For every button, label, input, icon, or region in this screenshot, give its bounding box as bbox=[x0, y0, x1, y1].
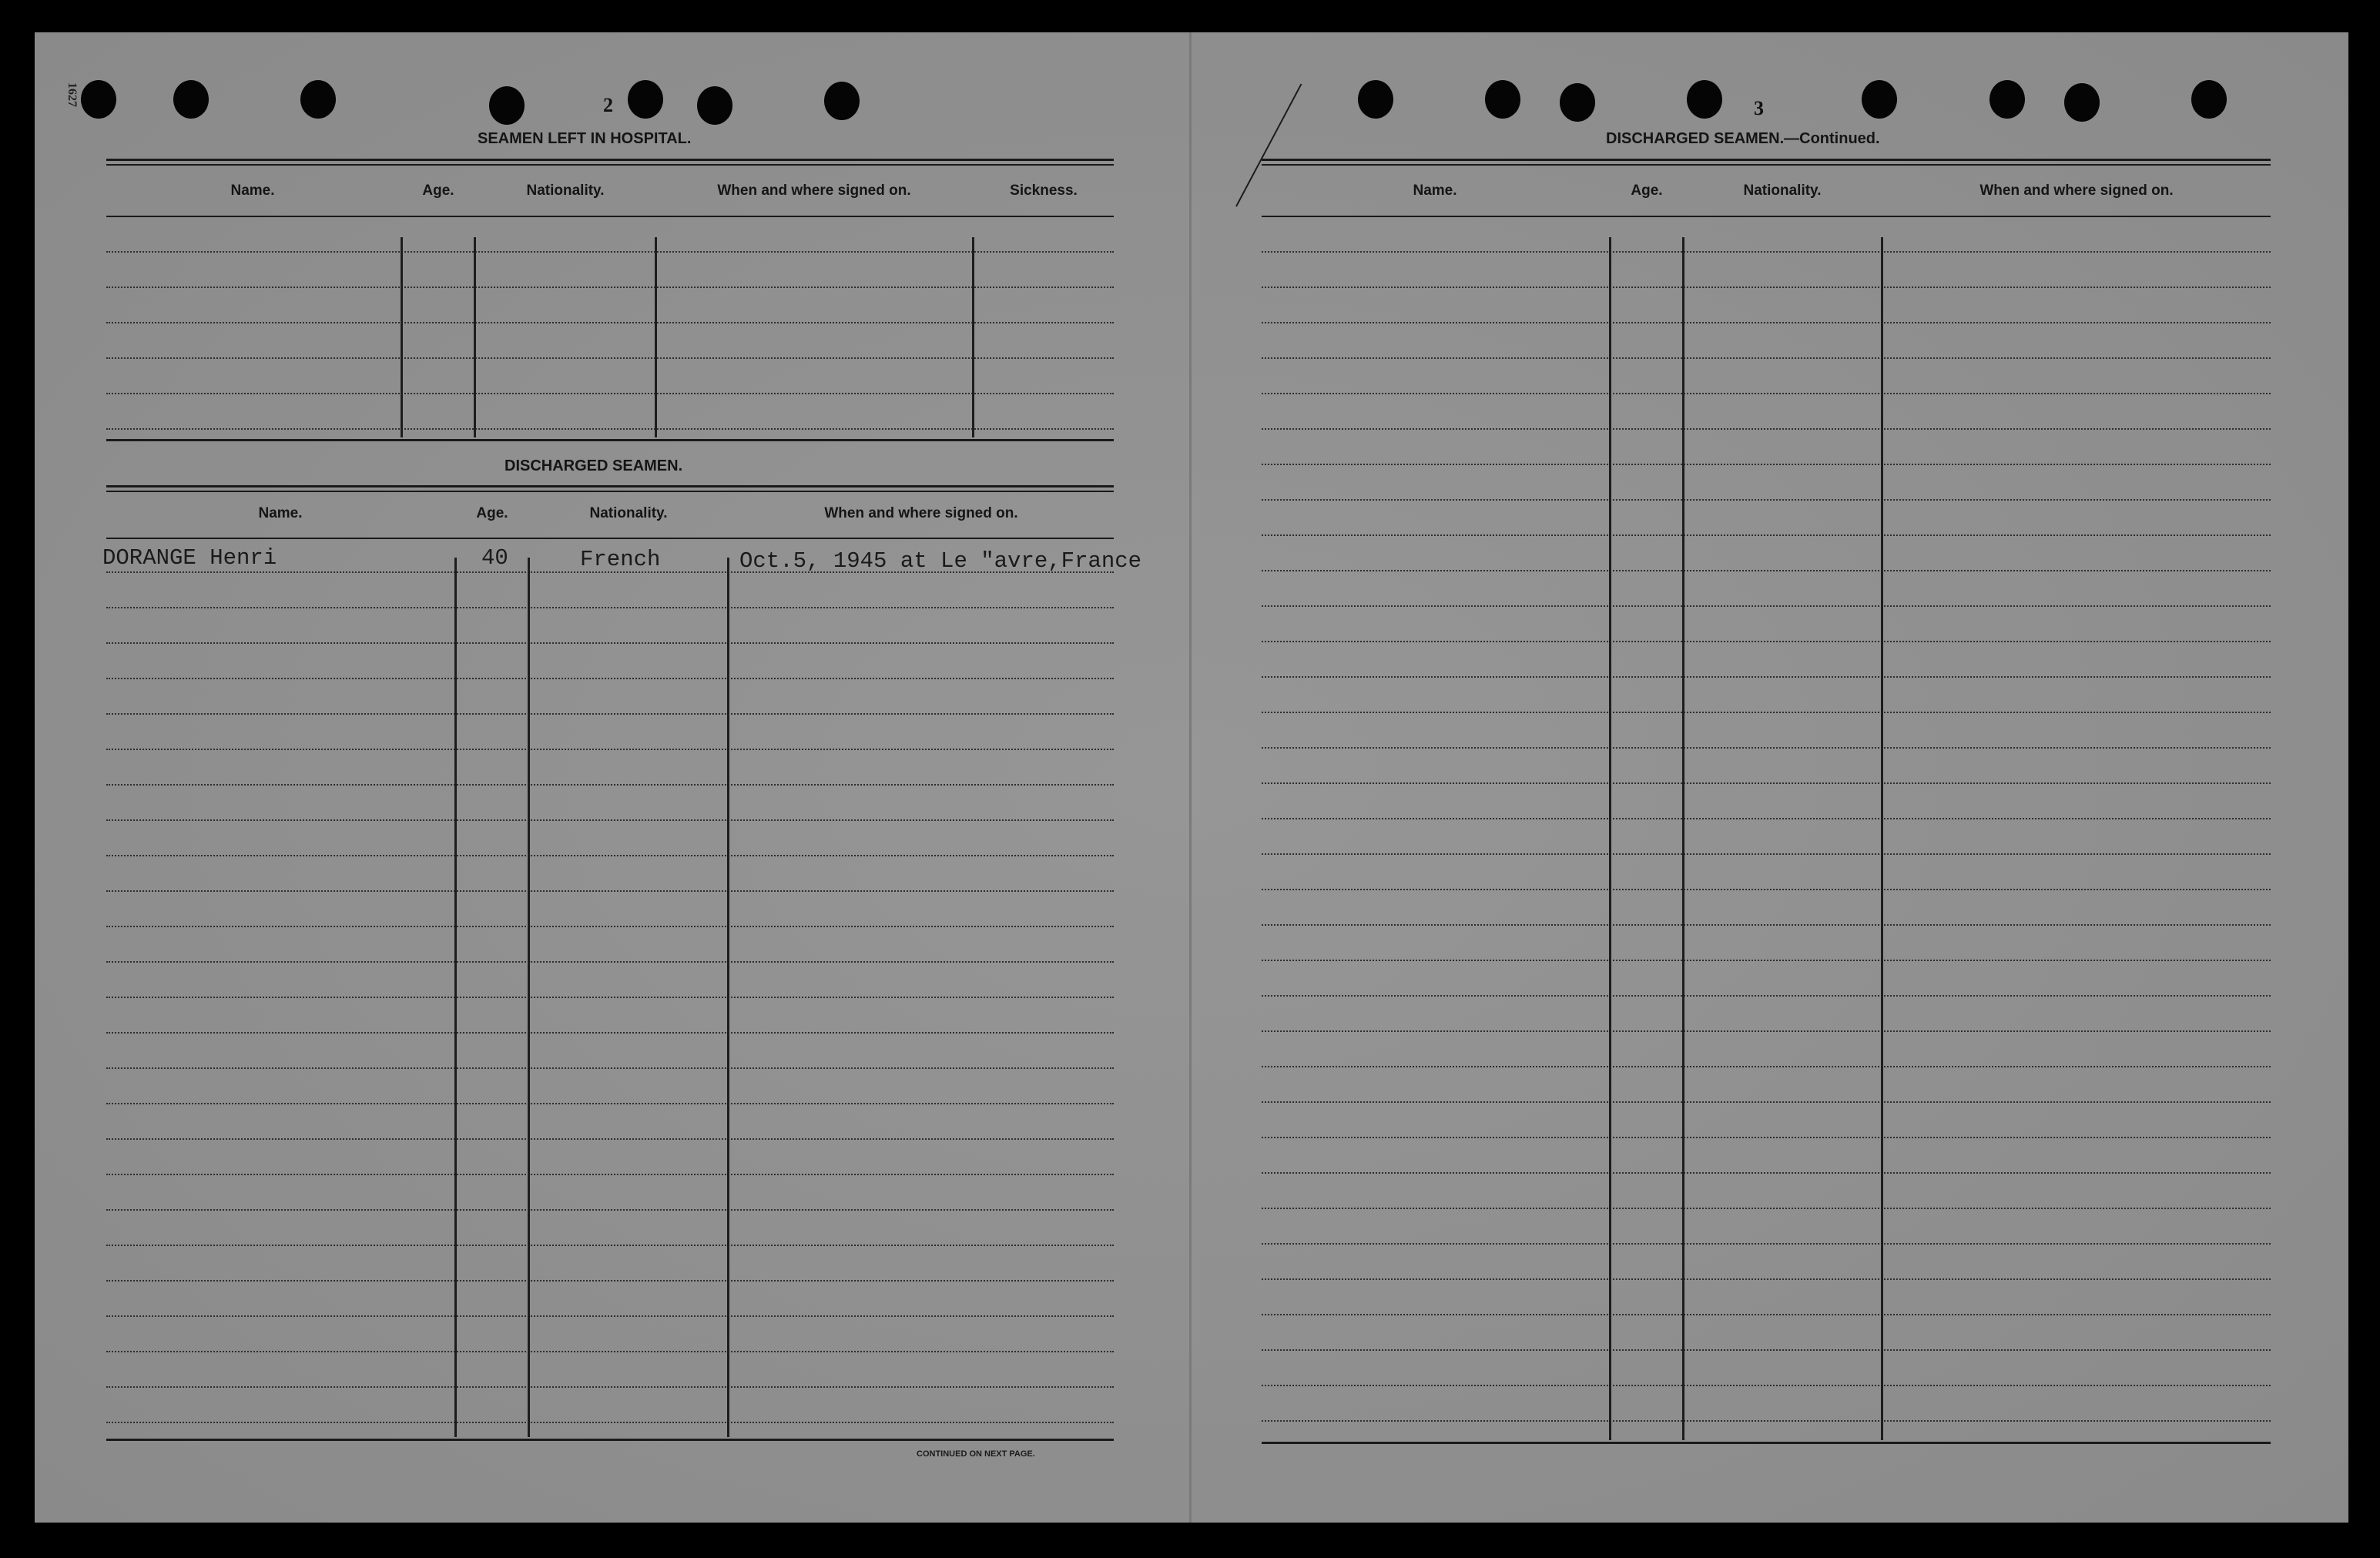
row-line bbox=[1262, 1066, 2271, 1067]
hospital-col-age: Age. bbox=[422, 183, 454, 199]
row-line bbox=[106, 1245, 1114, 1246]
row-line bbox=[106, 890, 1114, 892]
row-line bbox=[106, 1032, 1114, 1034]
punch-hole bbox=[697, 86, 732, 125]
row-line bbox=[1262, 747, 2271, 749]
row-line bbox=[1262, 853, 2271, 855]
row-line bbox=[106, 1280, 1114, 1282]
row-line bbox=[106, 1067, 1114, 1069]
column-divider bbox=[454, 558, 457, 1437]
row-line bbox=[1262, 428, 2271, 430]
left-page-number: 2 bbox=[603, 94, 613, 116]
row-line bbox=[1262, 960, 2271, 961]
right-col-age: Age. bbox=[1631, 183, 1663, 199]
discharged-section-title: DISCHARGED SEAMEN. bbox=[504, 457, 683, 474]
row-line bbox=[106, 819, 1114, 821]
row-line bbox=[106, 1386, 1114, 1388]
discharged-header-rule bbox=[106, 538, 1114, 539]
right-page-number: 3 bbox=[1754, 97, 1764, 119]
column-divider bbox=[1881, 237, 1883, 1440]
discharged-col-name: Name. bbox=[258, 505, 303, 521]
row-line bbox=[1262, 1208, 2271, 1209]
column-divider bbox=[1609, 237, 1611, 1440]
row-line bbox=[1262, 1385, 2271, 1386]
continued-note: CONTINUED ON NEXT PAGE. bbox=[917, 1449, 1035, 1459]
hospital-bottom-rule bbox=[106, 439, 1114, 441]
row-line bbox=[106, 1103, 1114, 1104]
row-line bbox=[1262, 712, 2271, 713]
row-line bbox=[1262, 605, 2271, 607]
row-line bbox=[1262, 1420, 2271, 1422]
punch-hole bbox=[173, 80, 209, 119]
punch-hole bbox=[1560, 83, 1595, 122]
row-line bbox=[106, 1138, 1114, 1140]
row-line bbox=[1262, 357, 2271, 359]
punch-hole bbox=[1862, 80, 1897, 119]
hospital-col-sickness: Sickness. bbox=[1010, 183, 1078, 199]
punch-hole bbox=[2064, 83, 2100, 122]
row-line bbox=[1262, 1101, 2271, 1103]
row-line bbox=[106, 393, 1114, 394]
row-line bbox=[106, 1209, 1114, 1211]
punch-hole bbox=[300, 80, 336, 119]
row-line bbox=[1262, 1314, 2271, 1315]
row-line bbox=[106, 855, 1114, 856]
punch-hole bbox=[2191, 80, 2227, 119]
right-section-title: DISCHARGED SEAMEN.—Continued. bbox=[1606, 130, 1880, 147]
hospital-col-name: Name. bbox=[230, 183, 275, 199]
document-sheet bbox=[35, 32, 2348, 1523]
column-divider bbox=[727, 558, 729, 1437]
row-line bbox=[1262, 393, 2271, 394]
row-line bbox=[1262, 1278, 2271, 1280]
row-line bbox=[1262, 995, 2271, 997]
row-line bbox=[106, 997, 1114, 998]
discharged-col-age: Age. bbox=[476, 505, 508, 521]
row-line bbox=[1262, 286, 2271, 288]
column-divider bbox=[1682, 237, 1684, 1440]
discharged-bottom-rule bbox=[106, 1439, 1114, 1441]
stamp-mark: 1627 bbox=[65, 82, 79, 107]
row1-name: DORANGE Henri bbox=[102, 545, 277, 571]
punch-hole bbox=[1485, 80, 1520, 119]
row-line bbox=[1262, 1172, 2271, 1174]
row-line bbox=[1262, 782, 2271, 784]
punch-hole bbox=[824, 82, 860, 120]
row-line bbox=[106, 428, 1114, 430]
hospital-col-signed-on: When and where signed on. bbox=[717, 183, 911, 199]
row-line bbox=[106, 1315, 1114, 1317]
column-divider bbox=[401, 237, 403, 437]
row-line bbox=[106, 607, 1114, 608]
row-line bbox=[1262, 889, 2271, 890]
right-header-rule bbox=[1262, 216, 2271, 217]
row1-signed-on: Oct.5, 1945 at Le "avre,France bbox=[739, 548, 1142, 574]
right-col-nationality: Nationality. bbox=[1743, 183, 1822, 199]
hospital-section-title: SEAMEN LEFT IN HOSPITAL. bbox=[478, 130, 692, 147]
hospital-header-rule bbox=[106, 216, 1114, 217]
row-line bbox=[106, 251, 1114, 253]
right-col-name: Name. bbox=[1413, 183, 1457, 199]
column-divider bbox=[655, 237, 657, 437]
row-line bbox=[1262, 1349, 2271, 1351]
row-line bbox=[1262, 1030, 2271, 1032]
punch-hole bbox=[1989, 80, 2025, 119]
row-line bbox=[106, 286, 1114, 288]
row-line bbox=[106, 713, 1114, 715]
hospital-col-nationality: Nationality. bbox=[526, 183, 605, 199]
row-line bbox=[1262, 1137, 2271, 1138]
row-line bbox=[106, 678, 1114, 679]
row-line bbox=[1262, 818, 2271, 819]
row-line bbox=[106, 784, 1114, 786]
discharged-col-nationality: Nationality. bbox=[589, 505, 668, 521]
row-line bbox=[106, 1174, 1114, 1175]
row-line bbox=[1262, 924, 2271, 926]
row1-nationality: French bbox=[580, 547, 661, 572]
row-line bbox=[106, 749, 1114, 750]
column-divider bbox=[474, 237, 476, 437]
row-line bbox=[106, 1351, 1114, 1352]
punch-hole bbox=[628, 80, 663, 119]
punch-hole bbox=[1358, 80, 1393, 119]
row-line bbox=[1262, 251, 2271, 253]
right-col-signed-on: When and where signed on. bbox=[1979, 183, 2174, 199]
row-line bbox=[1262, 499, 2271, 501]
row-line bbox=[1262, 322, 2271, 323]
page-fold bbox=[1189, 32, 1192, 1523]
row-line bbox=[1262, 534, 2271, 536]
column-divider bbox=[528, 558, 530, 1437]
punch-hole bbox=[81, 80, 116, 119]
column-divider bbox=[972, 237, 974, 437]
row-line bbox=[106, 642, 1114, 644]
row-line bbox=[1262, 464, 2271, 465]
right-bottom-rule bbox=[1262, 1442, 2271, 1444]
row-line bbox=[1262, 676, 2271, 678]
row-line bbox=[1262, 570, 2271, 571]
punch-hole bbox=[489, 86, 525, 125]
row-line bbox=[1262, 1243, 2271, 1245]
row-line bbox=[106, 357, 1114, 359]
row-line bbox=[106, 926, 1114, 927]
row-line bbox=[106, 322, 1114, 323]
punch-hole bbox=[1687, 80, 1722, 119]
row1-age: 40 bbox=[481, 545, 508, 571]
row-line bbox=[106, 961, 1114, 963]
row-line bbox=[106, 1422, 1114, 1423]
hospital-top-rule bbox=[106, 159, 1114, 161]
discharged-col-signed-on: When and where signed on. bbox=[824, 505, 1018, 521]
row-line bbox=[1262, 641, 2271, 642]
